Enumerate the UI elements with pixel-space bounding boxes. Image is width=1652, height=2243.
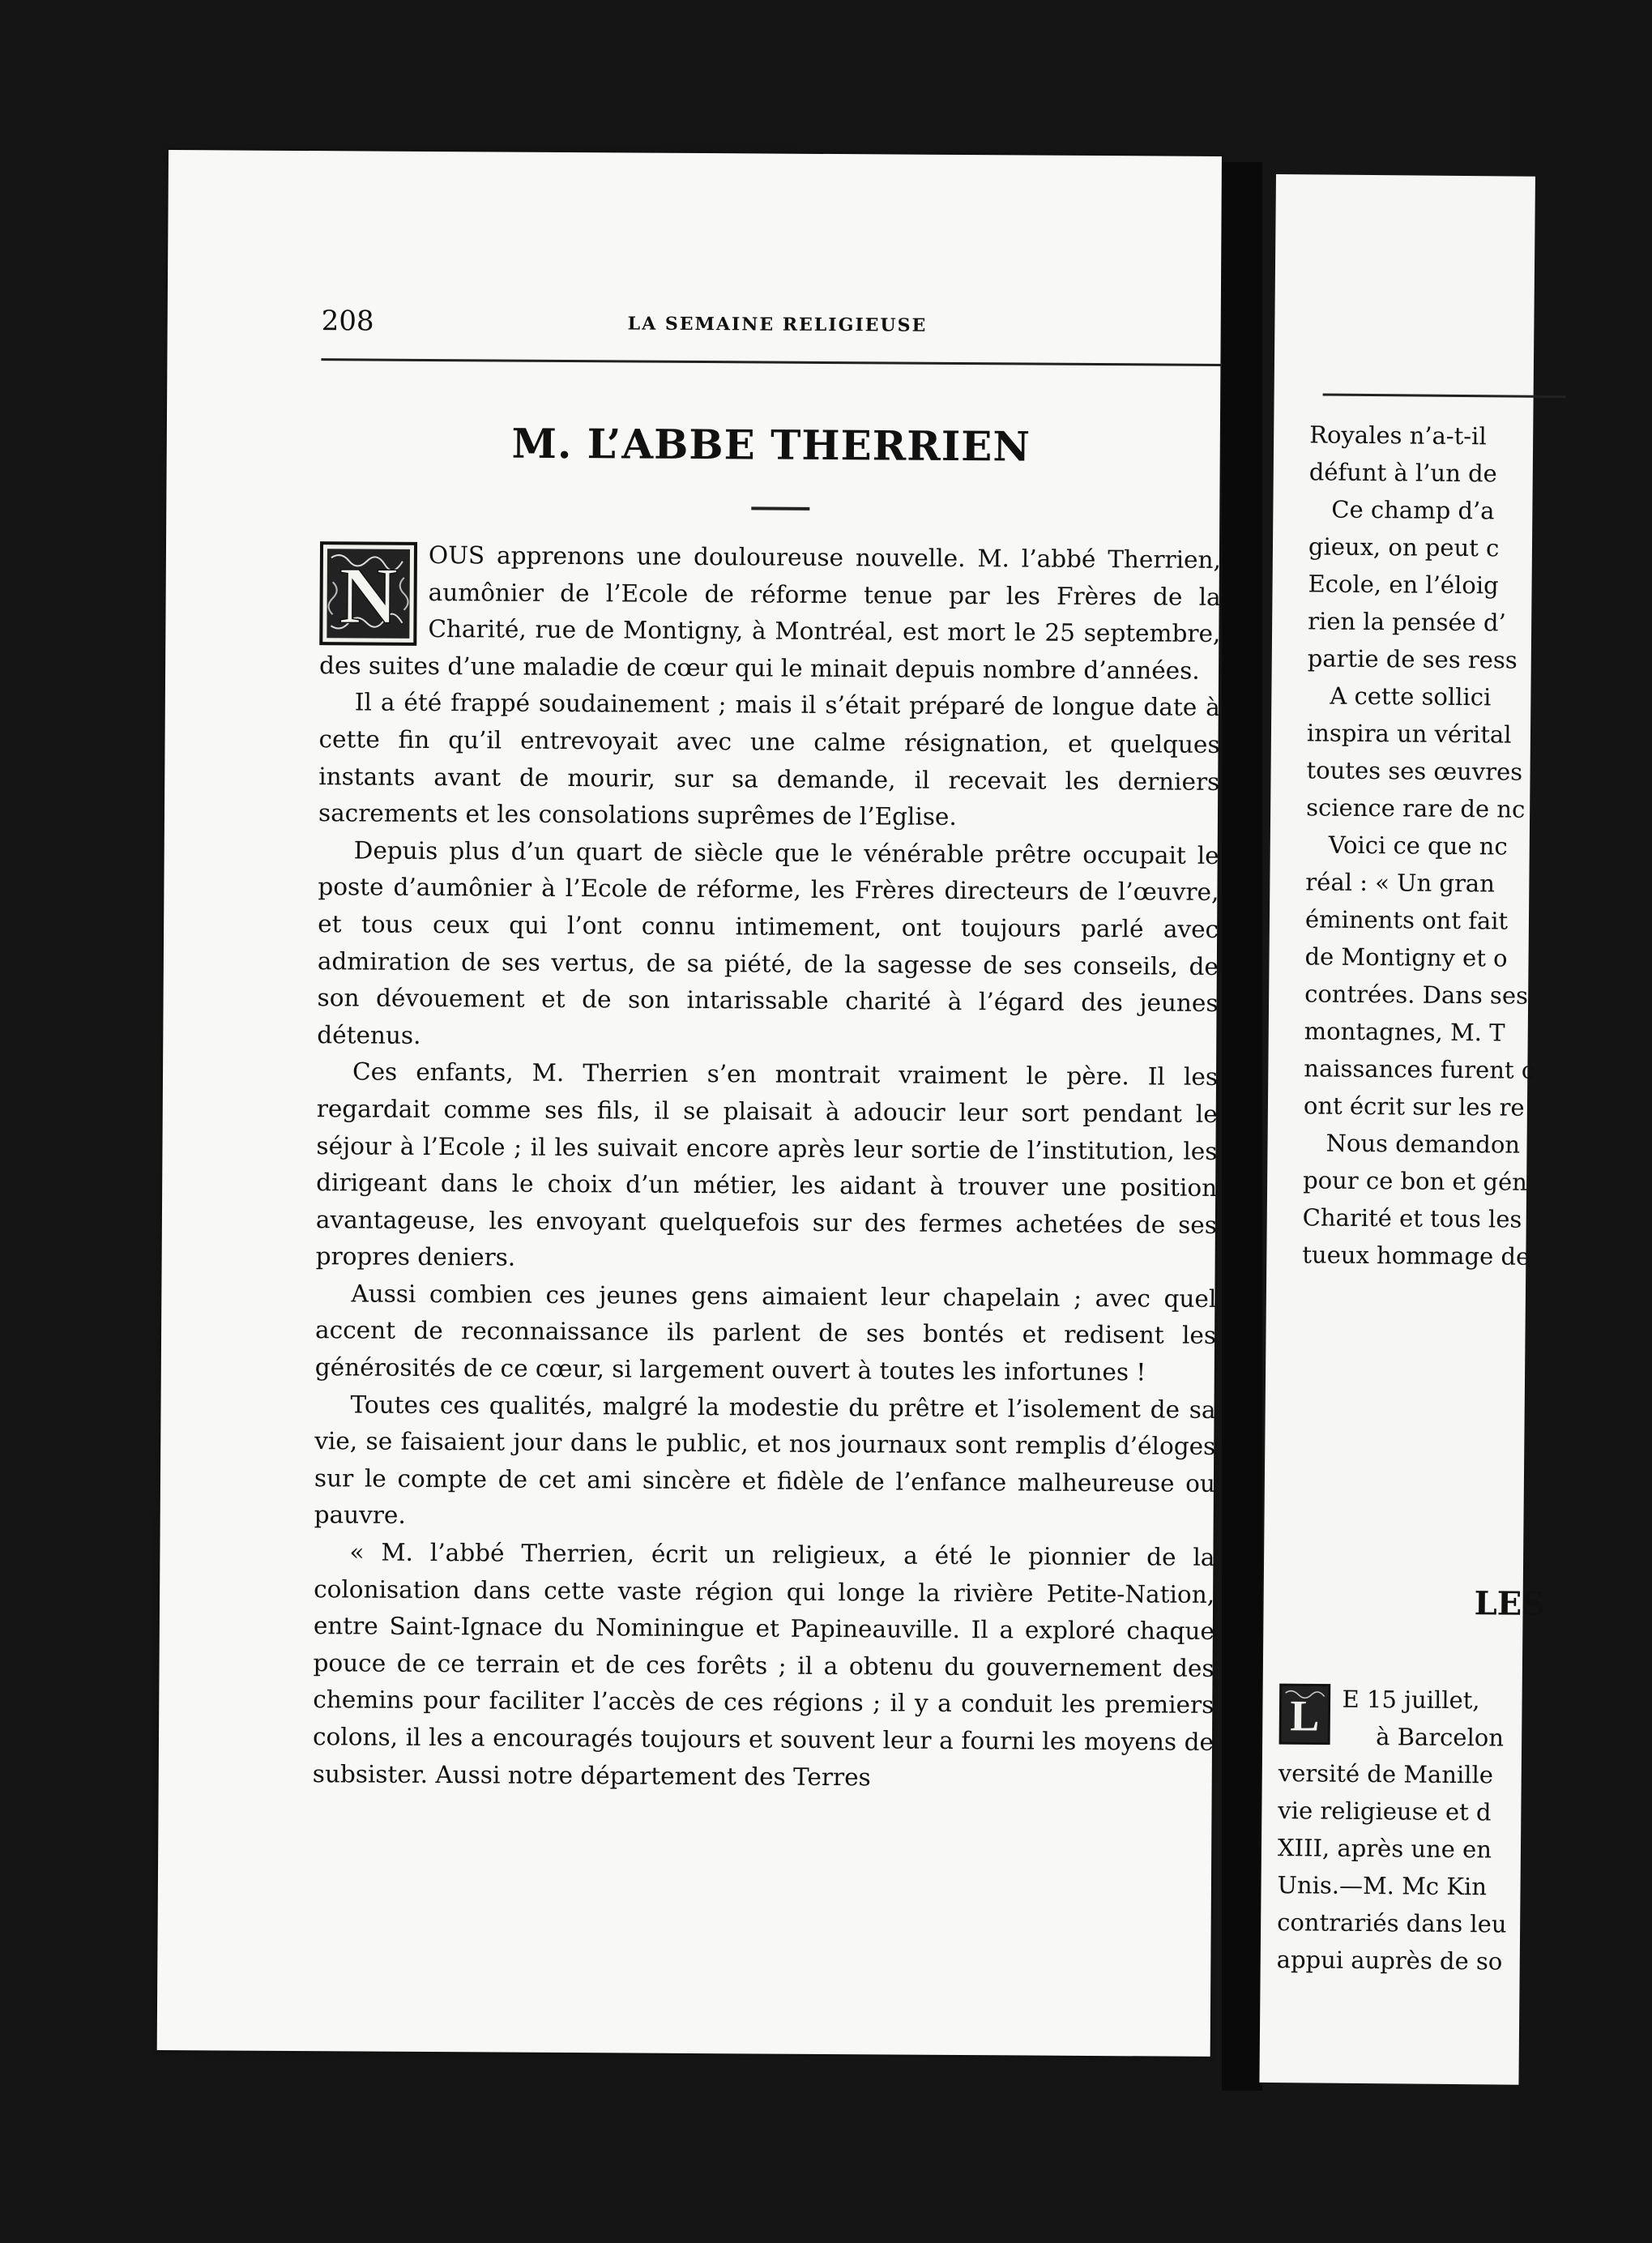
paragraph-3: Depuis plus d’un quart de siècle que le vénérable prêtre occupait le poste d’aumônier à l’Ecole de réforme, les Frères directeurs de l’œuvre, et tous ceux qui l’ont connu intimement, ont toujours parlé avec admiration de ses vertus, de sa piété, de la sagesse de ses conseils, de son dévouement et de son intarissable charité à l’égard des jeunes détenus. [317, 836, 1219, 1049]
right-page-text-bottom [1277, 1680, 1620, 1981]
right-page-text-top [1302, 416, 1650, 1276]
left-page [157, 150, 1222, 2057]
svg-text:N: N [339, 550, 399, 641]
text-line: Ecole, en l’éloig [1308, 570, 1499, 600]
article-title: M. L’ABBE THERRIEN [511, 419, 1031, 471]
paragraph-1-text: OUS apprenons une douloureuse nouvelle. M. l’abbé Therrien, aumônier de l’Ecole de réforme tenue par les Frères de la Charité, rue de Montigny, à Montréal, est mort le 25 septembre, des suites d’une maladie de cœur qui le minait depuis nombre d’années. [319, 540, 1222, 685]
text-line: partie de ses ress [1307, 644, 1518, 674]
journal-name: LA SEMAINE RELIGIEUSE [627, 313, 928, 336]
text-line: éminents ont fait [1304, 905, 1509, 935]
title-rule [751, 506, 809, 510]
header-rule [321, 358, 1222, 366]
text-line: réal : « Un gran [1305, 868, 1496, 898]
book-gutter [1222, 162, 1262, 2091]
text-line: naissances furent c [1304, 1054, 1535, 1084]
text-line: E 15 juillet, [1342, 1685, 1480, 1715]
text-line: tueux hommage de [1302, 1241, 1530, 1271]
ornamental-dropcap-n [319, 541, 417, 646]
running-head [322, 305, 1229, 351]
right-page [1259, 174, 1546, 2085]
text-line: contrariés dans leu [1277, 1908, 1507, 1938]
text-line: Unis.—M. Mc Kin [1277, 1871, 1488, 1901]
paragraph-2: Il a été frappé soudainement ; mais il s’était préparé de longue date à cette fin qu’il entrevoyait avec une calme résignation, et quelques instants avant de mourir, sur sa demande, il recevait les derniers sacrements et les consolations suprêmes de l’Eglise. [318, 688, 1220, 831]
paragraph-1 [319, 536, 1221, 690]
right-header-rule [1323, 394, 1566, 399]
text-line: défunt à l’un de [1308, 458, 1497, 488]
text-line: science rare de nc [1306, 793, 1526, 823]
text-line: montagnes, M. T [1304, 1017, 1505, 1047]
text-line: de Montigny et o [1304, 942, 1508, 972]
text-line: appui auprès de so [1276, 1946, 1503, 1976]
text-line: Royales n’a-t-il [1309, 421, 1487, 451]
right-section-heading: LES [1474, 1584, 1546, 1623]
text-line: inspira un vérital [1306, 719, 1512, 749]
article-body [313, 536, 1221, 1798]
text-line: à Barcelon [1376, 1723, 1505, 1752]
text-line: Nous demandon [1325, 1129, 1521, 1159]
page-number: 208 [321, 305, 374, 338]
text-line: rien la pensée d’ [1308, 607, 1506, 637]
text-line: vie religieuse et d [1278, 1797, 1492, 1826]
text-line: versité de Manille [1278, 1759, 1494, 1789]
paragraph-4: Ces enfants, M. Therrien s’en montrait vraiment le père. Il les regardait comme ses fils, il se plaisait à adoucir leur sort pendant le séjour à l’Ecole ; il les suivait encore après leur sortie de l’institution, les dirigeant dans le choix d’un métier, les aidant à trouver une position avantageuse, les envoyant quelquefois sur des fermes achetées de ses propres deniers. [315, 1057, 1219, 1271]
text-line: XIII, après une en [1277, 1834, 1492, 1864]
text-line: Ce champ d’a [1331, 495, 1495, 525]
text-line: ont écrit sur les re [1303, 1092, 1525, 1122]
text-line: Charité et tous les [1302, 1203, 1522, 1233]
paragraph-5: Aussi combien ces jeunes gens aimaient leur chapelain ; avec quel accent de reconnaissance ils parlent de ses bontés et redisent les générosités de ce cœur, si largement ouvert à toutes les infortunes ! [314, 1280, 1217, 1386]
text-line: A cette sollici [1330, 681, 1492, 711]
paragraph-6: Toutes ces qualités, malgré la modestie du prêtre et l’isolement de sa vie, se faisaient jour dans le public, et nos journaux sont remplis d’éloges sur le compte de cet ami sincère et fidèle de l’enfance malheureuse ou pauvre. [314, 1391, 1216, 1530]
paragraph-7: « M. l’abbé Therrien, écrit un religieux, a été le pionnier de la colonisation dans cette vaste région qui longe la rivière Petite-Nation, entre Saint-Ignace du Nominingue et Papineauville. Il a exploré chaque pouce de ce terrain et de ces forêts ; il a obtenu du gouvernement des chemins pour faciliter l’accès de ces régions ; il y a conduit les premiers colons, il les a encouragés toujours et souvent leur a fourni les moyens de subsister. Aussi notre département des Terres [312, 1538, 1215, 1791]
text-line: pour ce bon et gén [1303, 1166, 1528, 1196]
text-line: gieux, on peut c [1308, 532, 1500, 562]
text-line: contrées. Dans ses [1304, 980, 1529, 1010]
text-line: toutes ses œuvres [1306, 756, 1523, 786]
text-line: Voici ce que nc [1328, 831, 1508, 861]
svg-text:L: L [1290, 1691, 1320, 1741]
